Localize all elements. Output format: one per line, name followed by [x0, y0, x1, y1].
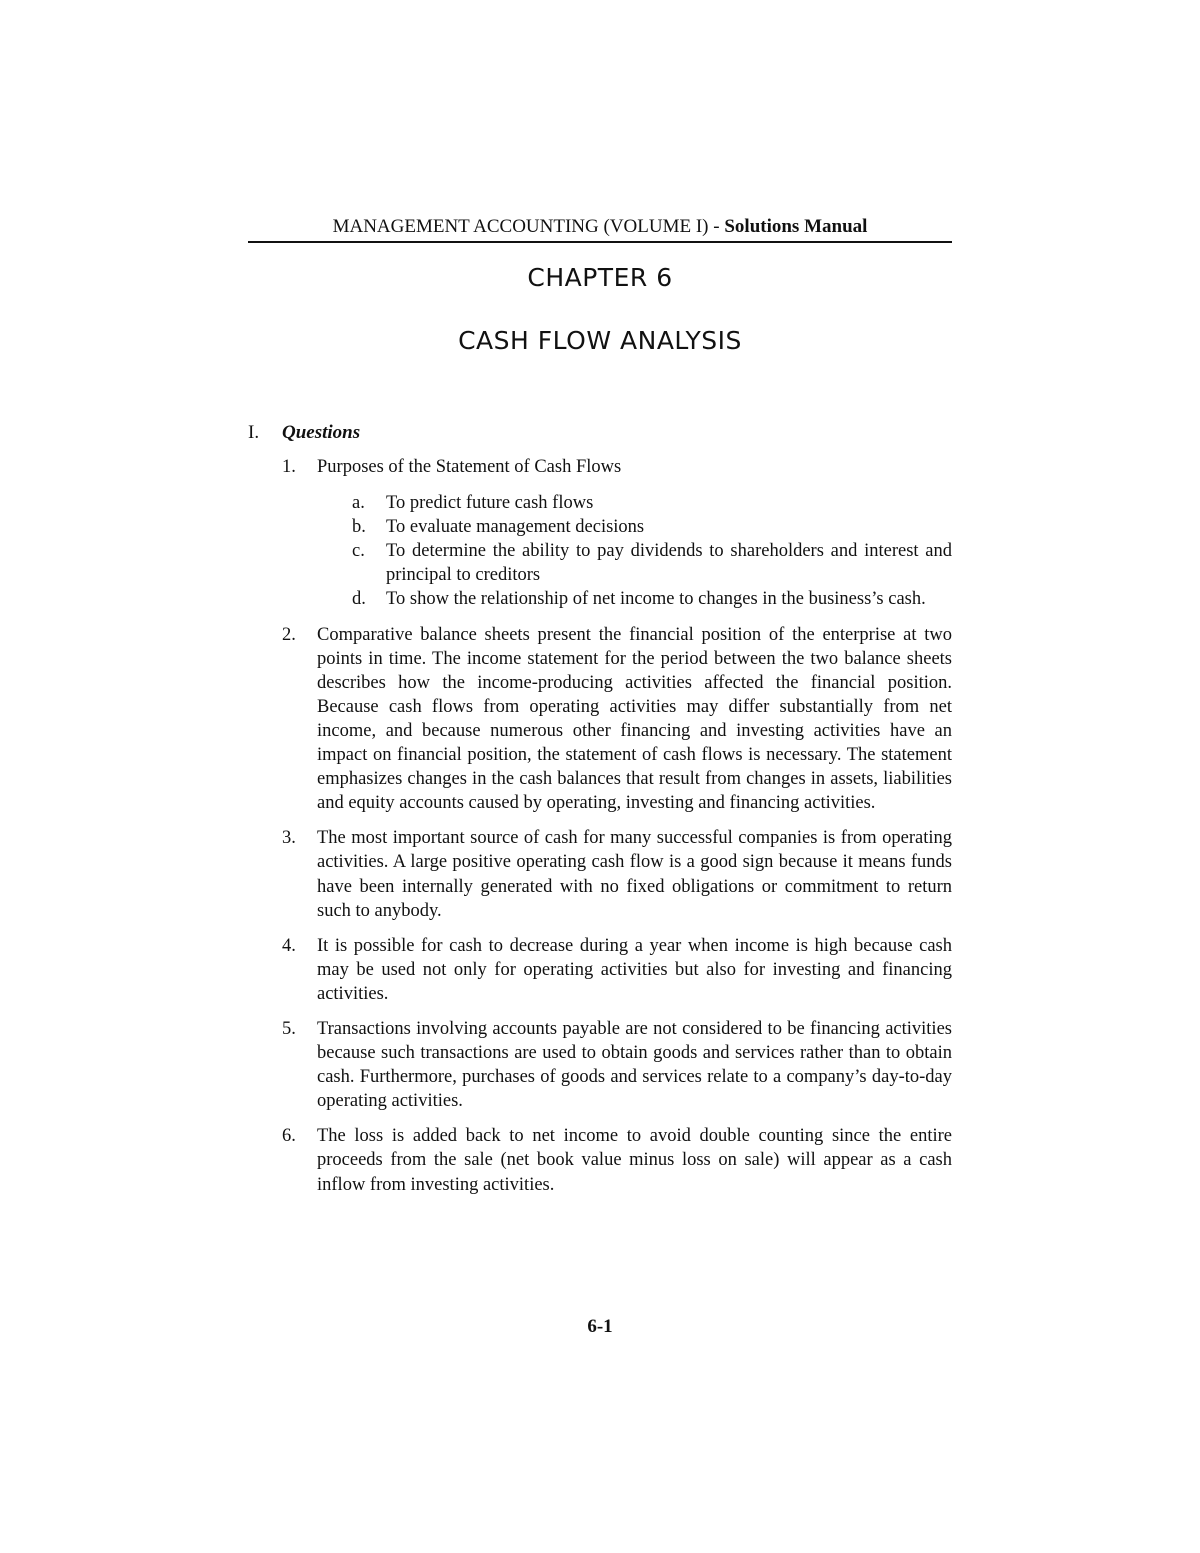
question-item [248, 1017, 952, 1113]
questions-list [248, 455, 952, 1208]
question-text: The most important source of cash for many successful companies is from operating activities. A large positive operating cash flow is a good sign because it means funds have been internally generated with no fixed obligations or commitment to return such to anybody. [317, 828, 952, 921]
sub-item-letter: d. [352, 589, 366, 610]
question-text: Comparative balance sheets present the financial position of the enterprise at two points in time. The income statement for the period between the two balance sheets describes how the income-producing activities affected the financial position. Because cash flows from operating activities may differ substantially from net income, and because numerous other financing and investing activities have an impact on financial position, the statement of cash flows is necessary. The statement emphasizes changes in the cash balances that result from changes in assets, liabilities and equity accounts caused by operating, investing and financing activities. [317, 624, 952, 814]
section-roman-numeral: I. [248, 422, 260, 443]
question-text: Purposes of the Statement of Cash Flows [317, 457, 622, 477]
question-number: 5. [282, 1018, 296, 1039]
question-item [248, 623, 952, 816]
section-title: Questions [282, 422, 361, 443]
question-text: Transactions involving accounts payable are not considered to be financing activities because such transactions are used to obtain goods and services rather than to obtain cash. Furthermore, purchases of goods and services relate to a company’s day-to-day operating activities. [317, 1018, 952, 1112]
sub-item-text: To determine the ability to pay dividends to shareholders and interest and principal to creditors [386, 541, 952, 586]
sub-item [316, 491, 952, 515]
sub-item-letter: a. [352, 493, 365, 514]
running-header-bold-text: Solutions Manual [724, 216, 868, 237]
question-item [248, 826, 952, 922]
question-number: 4. [282, 935, 296, 956]
sub-item-text: To evaluate management decisions [386, 517, 645, 538]
question-item [248, 455, 952, 612]
chapter-number: CHAPTER 6 [527, 263, 673, 292]
question-number: 6. [282, 1126, 296, 1147]
purposes-list [317, 491, 952, 611]
chapter-title: CASH FLOW ANALYSIS [458, 326, 742, 355]
question-text: The loss is added back to net income to avoid double counting since the entire proceeds from the sale (net book value minus loss on sale) will appear as a cash inflow from investing activities. [317, 1126, 952, 1195]
running-header [248, 215, 952, 243]
page-number: 6-1 [587, 1316, 613, 1337]
sub-item [316, 539, 952, 587]
sub-item [316, 587, 952, 611]
sub-item-letter: b. [352, 517, 366, 538]
running-header-text: MANAGEMENT ACCOUNTING (VOLUME I) - [332, 216, 725, 237]
sub-item [316, 515, 952, 539]
question-number: 1. [282, 457, 296, 477]
question-item [248, 934, 952, 1006]
question-text: It is possible for cash to decrease during a year when income is high because cash may be used not only for operating activities but also for investing and financing activities. [317, 935, 952, 1004]
question-number: 2. [282, 624, 296, 645]
sub-item-letter: c. [352, 541, 365, 562]
sub-item-text: To predict future cash flows [386, 493, 594, 514]
question-item [248, 1124, 952, 1196]
question-number: 3. [282, 828, 296, 849]
sub-item-text: To show the relationship of net income to changes in the business’s cash. [386, 589, 926, 610]
section-heading [248, 421, 360, 445]
